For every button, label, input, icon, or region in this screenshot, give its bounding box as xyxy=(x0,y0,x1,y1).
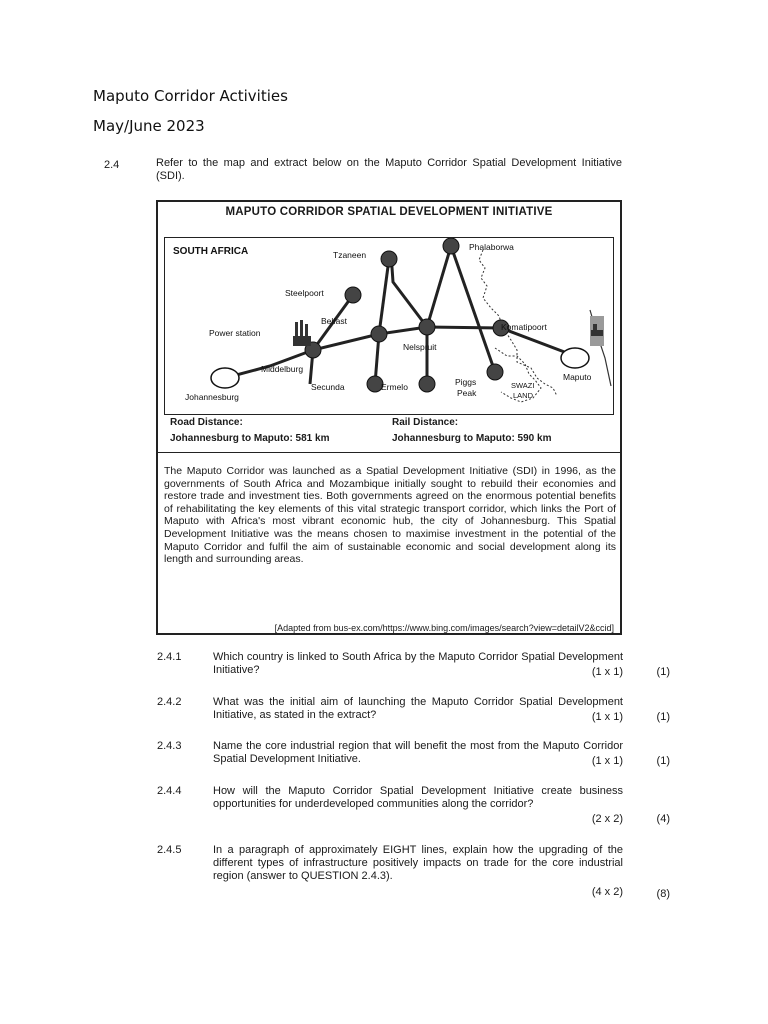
label-south-africa: SOUTH AFRICA xyxy=(173,246,249,257)
subquestion-number: 2.4.3 xyxy=(157,740,182,752)
label-tzaneen: Tzaneen xyxy=(333,250,367,260)
subquestion-text: What was the initial aim of launching the Maputo Corridor Spatial Development Initiative, as stated in the extract? xyxy=(213,696,623,721)
extract-text: The Maputo Corridor was launched as a Spatial Development Initiative (SDI) in 1996, as the governments of South Africa and Mozambique initially sought to rebuild their economies and restore trade and investment ties. Both governments agreed on the enormous potential benefits of rehabilitating the key elements of this vital strategic transport corridor, which links the Port of Maputo with Africa's most vibrant economic hub, the city of Johannesburg. This Spatial Development Initiative was the means chosen to maximise investment in the potential of the Maputo Corridor and fulfil the aim of sustainable economic and social development along its length and surrounding areas. xyxy=(164,465,616,566)
piggs-peak-marker xyxy=(487,364,503,380)
label-middelburg: Middelburg xyxy=(261,364,304,374)
box-divider xyxy=(158,452,620,453)
subquestion-number: 2.4.2 xyxy=(157,696,182,708)
road-distance-label: Road Distance: xyxy=(170,417,243,428)
steelpoort-marker xyxy=(345,287,361,303)
question-number: 2.4 xyxy=(104,159,120,171)
mark-allocation: (4 x 2) xyxy=(591,886,623,898)
rail-distance-label: Rail Distance: xyxy=(392,417,459,428)
subquestion-text: Name the core industrial region that will benefit the most from the Maputo Corridor Spatial Development Initiative. xyxy=(213,740,623,765)
label-maputo: Maputo xyxy=(563,372,592,382)
rail-distance xyxy=(392,415,551,447)
power-station-icon xyxy=(293,320,311,346)
total-marks: (8) xyxy=(656,888,670,900)
question-intro: Refer to the map and extract below on the Maputo Corridor Spatial Development Initiative (SDI). xyxy=(156,157,622,182)
subquestion-number: 2.4.4 xyxy=(157,785,182,797)
rail-distance-value: Johannesburg to Maputo: 590 km xyxy=(392,433,552,444)
total-marks: (4) xyxy=(656,813,670,825)
source-citation: [Adapted from bus-ex.com/https://www.bing.com/images/search?view=detailV2&ccid] xyxy=(274,623,614,633)
scanned-exam-page xyxy=(100,150,680,910)
document-title: Maputo Corridor Activities xyxy=(93,87,288,105)
map-svg xyxy=(165,238,613,414)
subquestion-number: 2.4.1 xyxy=(157,651,182,663)
document-date: May/June 2023 xyxy=(93,117,205,135)
label-belfast: Belfast xyxy=(321,316,347,326)
town-markers xyxy=(305,238,509,392)
label-phalaborwa: Phalaborwa xyxy=(469,242,514,252)
subquestion-text: Which country is linked to South Africa by the Maputo Corridor Spatial Development Initiative? xyxy=(213,651,623,676)
label-piggs: Piggs xyxy=(455,377,477,387)
road-distance-value: Johannesburg to Maputo: 581 km xyxy=(170,433,330,444)
label-johannesburg: Johannesburg xyxy=(185,392,239,402)
mark-allocation: (1 x 1) xyxy=(591,666,623,678)
label-swazi: SWAZI xyxy=(511,381,535,390)
mark-allocation: (1 x 1) xyxy=(591,711,623,723)
label-power-station: Power station xyxy=(209,328,261,338)
subquestion-text: In a paragraph of approximately EIGHT lines, explain how the upgrading of the different types of infrastructure positively impacts on trade for the core industrial region (answer to QUESTION 2.4.3). xyxy=(213,844,623,882)
mark-allocation: (1 x 1) xyxy=(591,755,623,767)
label-ermelo: Ermelo xyxy=(381,382,408,392)
subquestion-number: 2.4.5 xyxy=(157,844,182,856)
subquestion-text: How will the Maputo Corridor Spatial Development Initiative create business opportunities for underdeveloped communities along the corridor? xyxy=(213,785,623,810)
phalaborwa-marker xyxy=(443,238,459,254)
label-steelpoort: Steelpoort xyxy=(285,288,324,298)
label-komatipoort: Komatipoort xyxy=(501,322,547,332)
road-distance xyxy=(170,415,329,447)
ermelo-marker xyxy=(419,376,435,392)
label-secunda: Secunda xyxy=(311,382,345,392)
maputo-marker xyxy=(561,348,589,368)
johannesburg-marker xyxy=(211,368,239,388)
nelspruit-marker xyxy=(419,319,435,335)
total-marks: (1) xyxy=(656,755,670,767)
source-box xyxy=(156,200,622,635)
total-marks: (1) xyxy=(656,666,670,678)
corridor-map xyxy=(164,237,614,415)
label-land: LAND xyxy=(513,391,534,400)
label-peak: Peak xyxy=(457,388,477,398)
total-marks: (1) xyxy=(656,711,670,723)
tzaneen-marker xyxy=(381,251,397,267)
belfast-marker xyxy=(371,326,387,342)
label-nelspruit: Nelspruit xyxy=(403,342,437,352)
mark-allocation: (2 x 2) xyxy=(591,813,623,825)
source-box-title: MAPUTO CORRIDOR SPATIAL DEVELOPMENT INITIATIVE xyxy=(225,206,553,218)
